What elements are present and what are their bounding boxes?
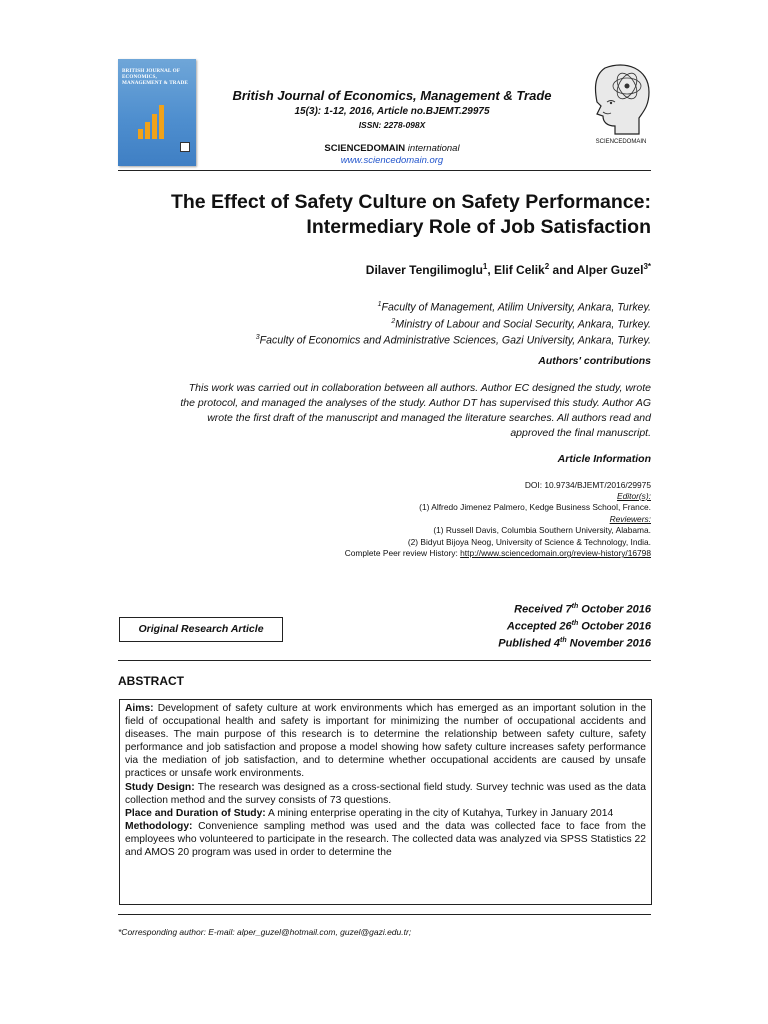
affiliation-item bbox=[110, 331, 651, 348]
header-divider bbox=[118, 170, 651, 171]
abstract-label: Methodology: bbox=[125, 820, 193, 832]
footnote-divider bbox=[118, 914, 651, 915]
author-mark: 1 bbox=[482, 262, 488, 271]
reviewers-label bbox=[110, 514, 651, 526]
cover-emblem bbox=[180, 142, 190, 152]
cover-bar-graphic bbox=[138, 101, 168, 139]
abstract-text: A mining enterprise operating in the city of Kutahya, Turkey in January 2014 bbox=[265, 807, 614, 819]
abstract-study-design bbox=[125, 781, 646, 807]
contributions-line: wrote the first draft of the manuscript and managed the literature searches. All authors read and bbox=[207, 412, 651, 424]
affiliation-item bbox=[110, 298, 651, 315]
contributions-line: This work was carried out in collaboration between all authors. Author EC designed the study, wrote bbox=[188, 382, 651, 394]
affiliation-mark: 1 bbox=[377, 301, 382, 308]
article-title bbox=[110, 190, 651, 240]
abstract-label: Aims: bbox=[125, 703, 154, 714]
author-name: Dilaver Tengilimoglu bbox=[365, 263, 483, 277]
abstract-text: Convenience sampling method was used and the data was collected face to face from the employees who volunteered to participate in the research. The collected data was analyzed via SPSS Statistics 22 and AMOS 20 program was used in order to determine the bbox=[125, 820, 646, 859]
journal-title: British Journal of Economics, Management & Trade bbox=[232, 88, 552, 103]
peer-review-prefix: Complete Peer review History: bbox=[344, 548, 461, 558]
affiliation-text: Ministry of Labour and Social Security, Ankara, Turkey. bbox=[395, 318, 651, 331]
publisher-name: SCIENCEDOMAIN bbox=[324, 143, 406, 154]
editor-entry: (1) Alfredo Jimenez Palmero, Kedge Business School, France. bbox=[419, 502, 651, 512]
abstract-methodology bbox=[125, 820, 646, 859]
corresponding-author-footnote: *Corresponding author: E-mail: alper_guzel@hotmail.com, guzel@gazi.edu.tr; bbox=[118, 927, 412, 937]
publisher-website[interactable]: www.sciencedomain.org bbox=[340, 155, 444, 166]
abstract-text: Development of safety culture at work environments which has emerged as an important solution in the field of occupational health and safety is important for minimizing the number of occupational accidents and diseases. The main purpose of this research is to determine the relationship between safety culture, safety performance and job satisfaction and propose a model showing how safety culture increases safety performance via the mediation of job satisfaction, and to determine whether occupational accidents are caused by unsafe practices or unsafe work environments. bbox=[125, 703, 646, 780]
accepted-date: Accepted 26th October 2016 bbox=[506, 620, 651, 633]
author-list bbox=[110, 262, 651, 277]
peer-review-history bbox=[110, 548, 651, 560]
reviewer-entry: (1) Russell Davis, Columbia Southern University, Alabama. bbox=[433, 525, 651, 535]
editors-label-text: Editor(s): bbox=[617, 491, 651, 501]
contributions-text bbox=[110, 381, 651, 441]
abstract-box bbox=[119, 699, 652, 905]
reviewers-label-text: Reviewers: bbox=[609, 514, 651, 524]
received-date: Received 7th October 2016 bbox=[514, 603, 651, 616]
abstract-place-duration bbox=[125, 807, 646, 820]
cover-title: BRITISH JOURNAL OF ECONOMICS, MANAGEMENT & TRADE bbox=[122, 68, 188, 86]
affiliations bbox=[110, 298, 651, 348]
article-info-heading: Article Information bbox=[557, 453, 651, 465]
published-date: Published 4th November 2016 bbox=[498, 637, 651, 650]
reviewer-entry: (2) Bidyut Bijoya Neog, University of Science & Technology, India. bbox=[407, 537, 651, 547]
peer-review-link[interactable]: http://www.sciencedomain.org/review-history/16798 bbox=[460, 548, 651, 558]
affiliation-item bbox=[110, 315, 651, 332]
affiliation-text: Faculty of Economics and Administrative Sciences, Gazi University, Ankara, Turkey. bbox=[259, 334, 651, 347]
journal-volume: 15(3): 1-12, 2016, Article no.BJEMT.29975 bbox=[294, 106, 490, 117]
contributions-heading: Authors' contributions bbox=[538, 355, 651, 367]
editors-label bbox=[110, 491, 651, 503]
doi[interactable]: DOI: 10.9734/BJEMT/2016/29975 bbox=[524, 480, 651, 490]
author-separator: and bbox=[549, 263, 577, 277]
logo-caption: SCIENCEDOMAIN bbox=[595, 139, 647, 145]
affiliation-mark: 3 bbox=[255, 334, 260, 342]
journal-cover-image bbox=[118, 59, 196, 166]
section-divider bbox=[118, 660, 651, 661]
affiliation-mark: 2 bbox=[391, 317, 396, 325]
author-separator: , bbox=[487, 263, 495, 277]
publisher bbox=[200, 143, 584, 154]
contributions-line: approved the final manuscript. bbox=[510, 427, 651, 439]
abstract-label: Place and Duration of Study: bbox=[125, 807, 266, 819]
abstract-label: Study Design: bbox=[125, 781, 195, 793]
abstract-aims bbox=[125, 702, 646, 781]
sciencedomain-logo bbox=[585, 62, 657, 144]
publication-dates bbox=[380, 600, 651, 651]
article-type-box: Original Research Article bbox=[119, 617, 283, 642]
affiliation-text: Faculty of Management, Atilim University, Ankara, Turkey. bbox=[381, 301, 651, 314]
abstract-text: The research was designed as a cross-sectional field study. Survey technic was used as the data collection method and the survey consists of 73 questions. bbox=[125, 781, 646, 806]
author-mark: 3* bbox=[643, 262, 651, 271]
journal-issn: ISSN: 2278-098X bbox=[358, 120, 426, 130]
title-line-1: The Effect of Safety Culture on Safety Performance: bbox=[170, 191, 651, 213]
title-line-2: Intermediary Role of Job Satisfaction bbox=[306, 216, 651, 238]
author-name: Alper Guzel bbox=[576, 263, 644, 277]
author-name: Elif Celik bbox=[494, 263, 545, 277]
author-mark: 2 bbox=[544, 262, 550, 271]
abstract-heading: ABSTRACT bbox=[118, 674, 184, 688]
publisher-suffix: international bbox=[405, 143, 460, 154]
contributions-line: the protocol, and managed the analyses of the study. Author DT has supervised this study. Author AG bbox=[180, 397, 651, 409]
